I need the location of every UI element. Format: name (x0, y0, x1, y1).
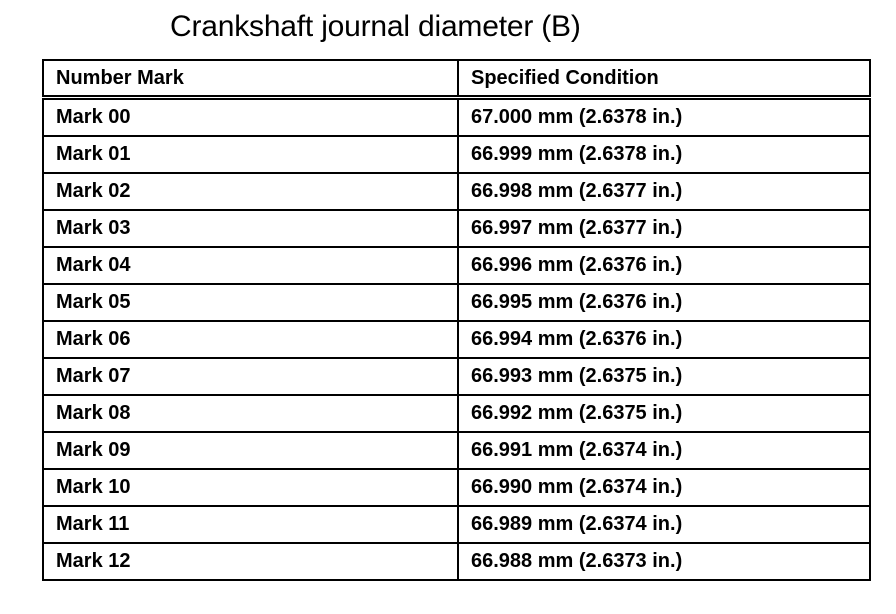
number-mark-cell: Mark 09 (43, 432, 458, 469)
specified-condition-cell: 66.990 mm (2.6374 in.) (458, 469, 870, 506)
specified-condition-cell: 66.996 mm (2.6376 in.) (458, 247, 870, 284)
number-mark-cell: Mark 02 (43, 173, 458, 210)
table-row (43, 358, 870, 395)
table-row (43, 284, 870, 321)
table-row (43, 506, 870, 543)
table-row (43, 321, 870, 358)
specified-condition-cell: 66.989 mm (2.6374 in.) (458, 506, 870, 543)
number-mark-cell: Mark 04 (43, 247, 458, 284)
number-mark-cell: Mark 05 (43, 284, 458, 321)
page-title: Crankshaft journal diameter (B) (170, 10, 581, 43)
table-header-row (43, 60, 870, 98)
table-row (43, 210, 870, 247)
number-mark-cell: Mark 12 (43, 543, 458, 580)
specified-condition-cell: 66.997 mm (2.6377 in.) (458, 210, 870, 247)
specified-condition-cell: 66.995 mm (2.6376 in.) (458, 284, 870, 321)
table-row (43, 173, 870, 210)
table-row (43, 136, 870, 173)
number-mark-cell: Mark 07 (43, 358, 458, 395)
number-mark-cell: Mark 06 (43, 321, 458, 358)
specified-condition-cell: 66.988 mm (2.6373 in.) (458, 543, 870, 580)
number-mark-cell: Mark 03 (43, 210, 458, 247)
specified-condition-cell: 66.991 mm (2.6374 in.) (458, 432, 870, 469)
header-specified-condition: Specified Condition (458, 60, 870, 98)
header-number-mark: Number Mark (43, 60, 458, 98)
specified-condition-cell: 66.999 mm (2.6378 in.) (458, 136, 870, 173)
table-row (43, 432, 870, 469)
number-mark-cell: Mark 10 (43, 469, 458, 506)
table-row (43, 543, 870, 580)
number-mark-cell: Mark 00 (43, 98, 458, 137)
number-mark-cell: Mark 08 (43, 395, 458, 432)
specified-condition-cell: 67.000 mm (2.6378 in.) (458, 98, 870, 137)
table-row (43, 395, 870, 432)
crankshaft-journal-table (42, 59, 871, 581)
number-mark-cell: Mark 01 (43, 136, 458, 173)
table-row (43, 247, 870, 284)
specified-condition-cell: 66.994 mm (2.6376 in.) (458, 321, 870, 358)
number-mark-cell: Mark 11 (43, 506, 458, 543)
specified-condition-cell: 66.998 mm (2.6377 in.) (458, 173, 870, 210)
specified-condition-cell: 66.992 mm (2.6375 in.) (458, 395, 870, 432)
table-row (43, 469, 870, 506)
specified-condition-cell: 66.993 mm (2.6375 in.) (458, 358, 870, 395)
table-row (43, 98, 870, 137)
